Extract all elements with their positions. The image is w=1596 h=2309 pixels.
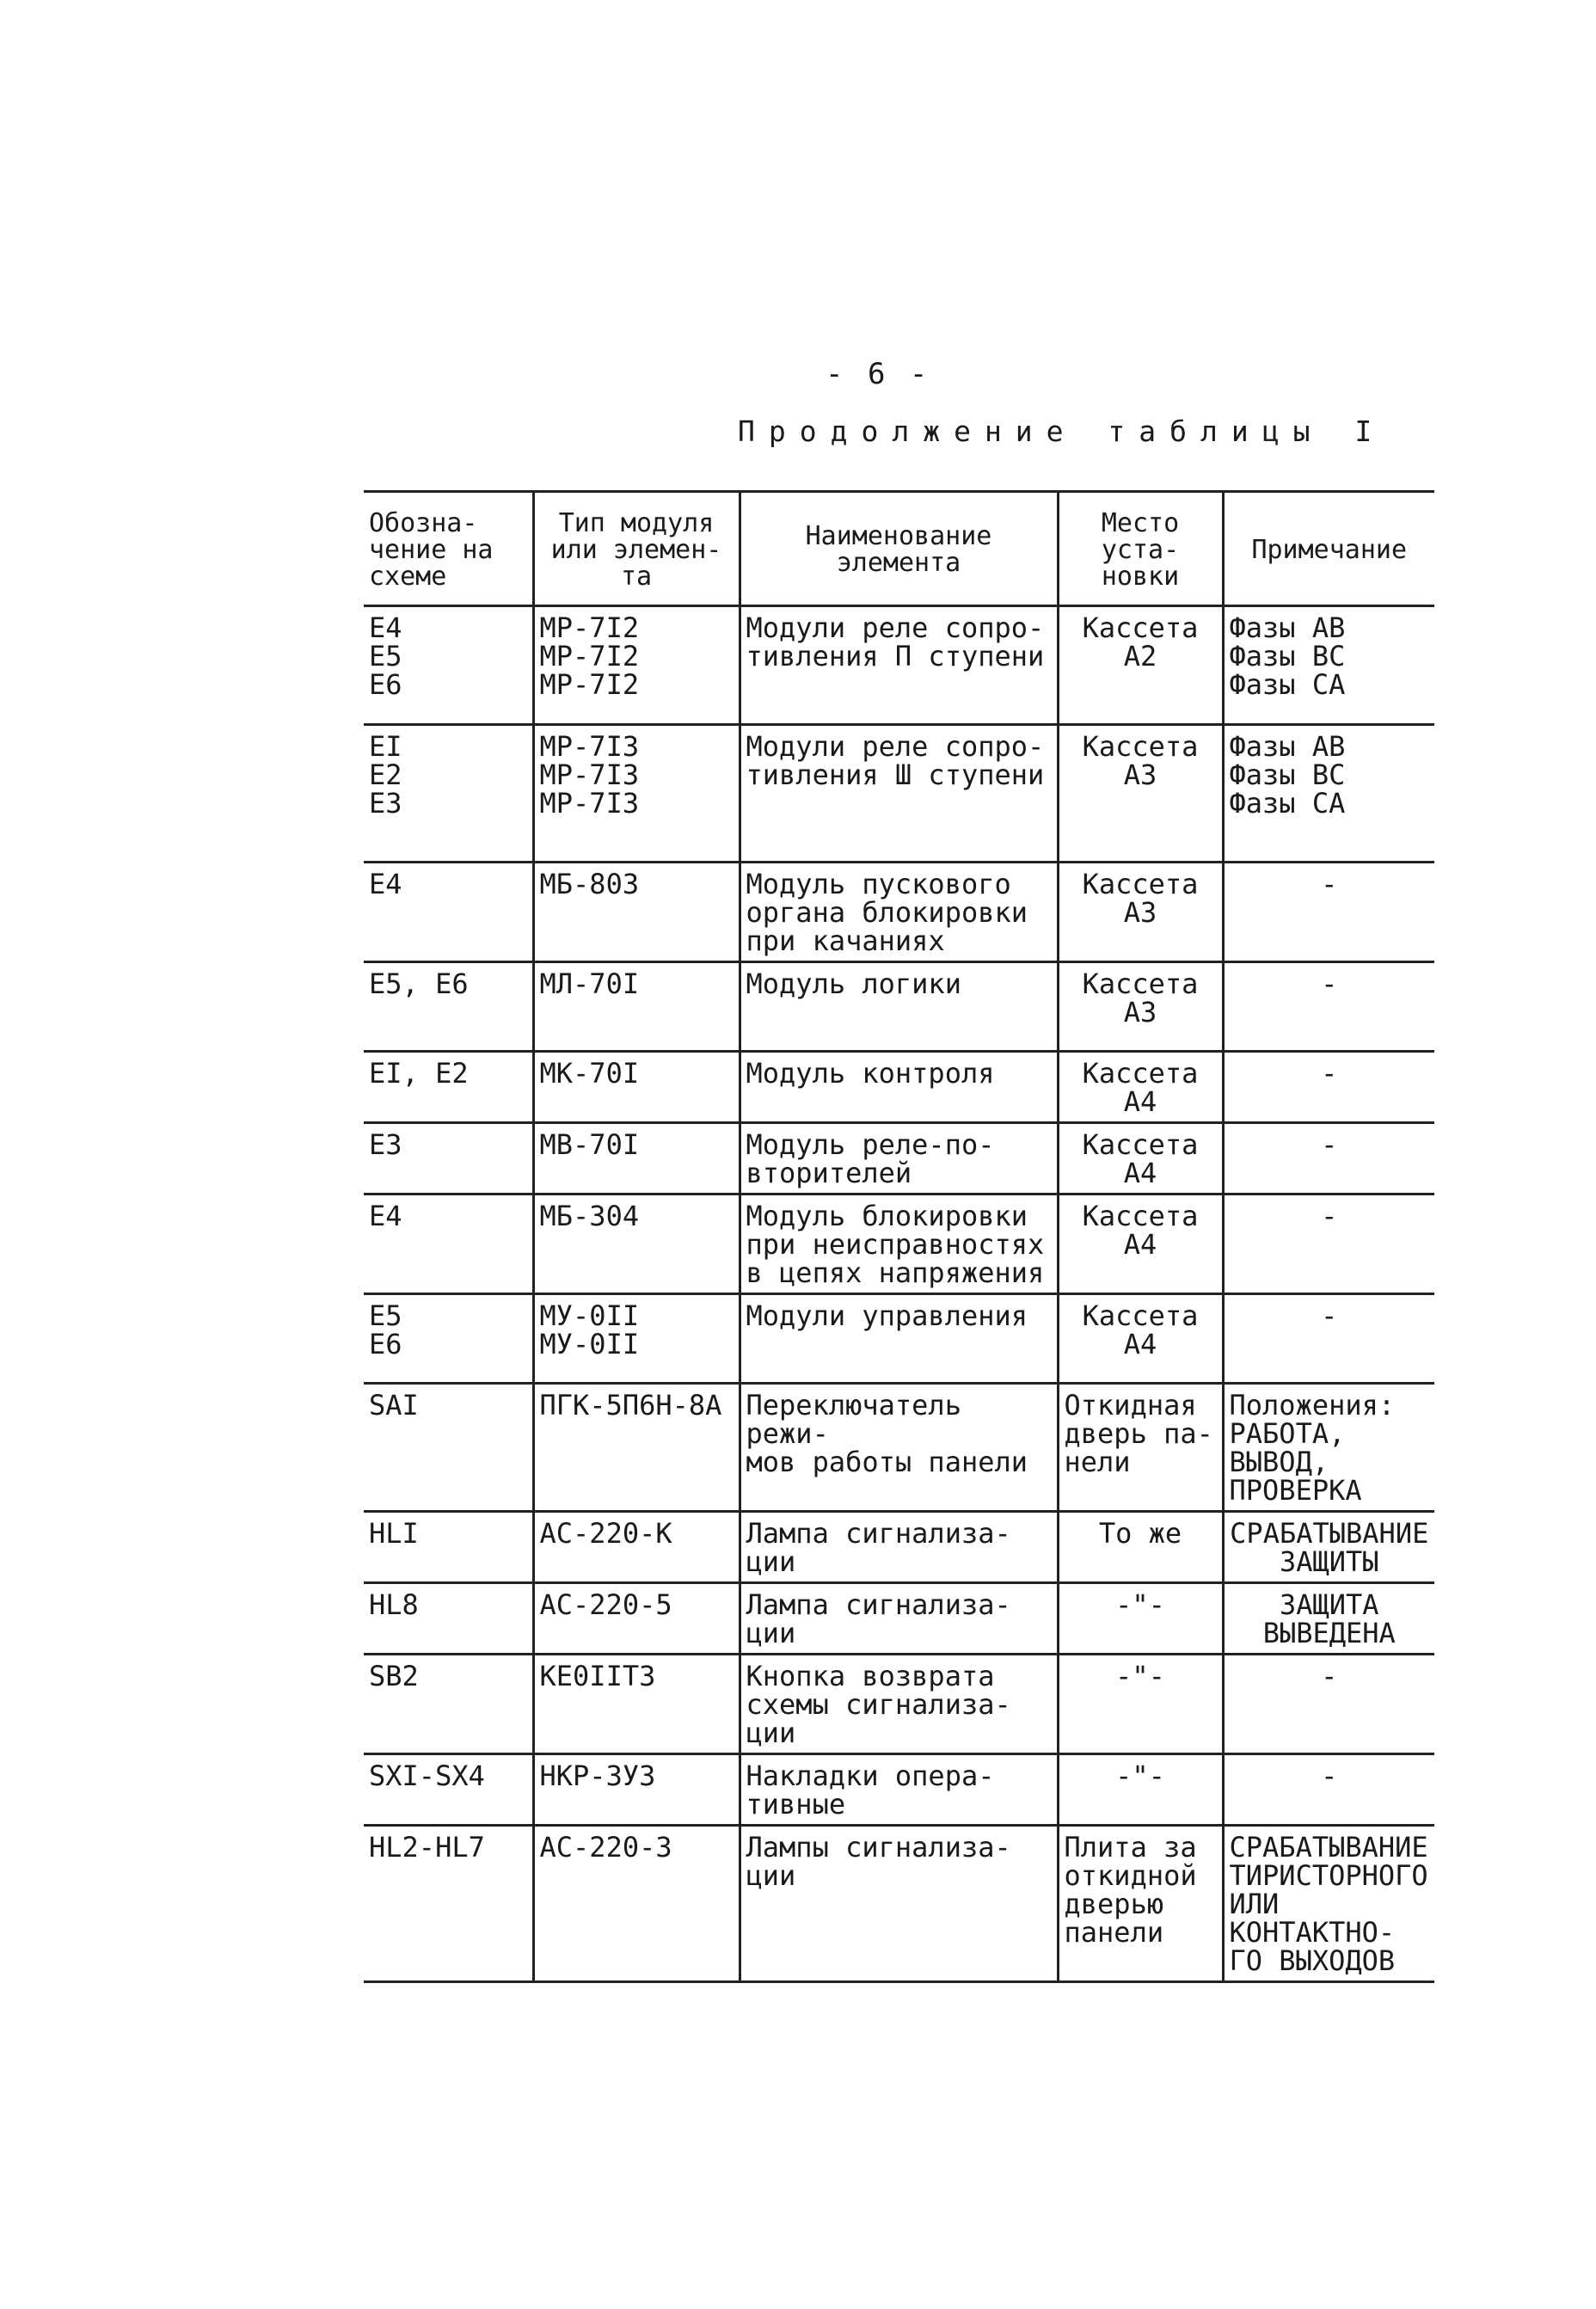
cell-place: Кассета A4: [1058, 1123, 1223, 1194]
cell-place: Кассета A3: [1058, 863, 1223, 962]
cell-name: Лампа сигнализа- ции: [740, 1583, 1058, 1655]
cell-designation: EI E2 E3: [364, 725, 533, 863]
cell-type: МР-7I2 МР-7I2 МР-7I2: [533, 606, 740, 725]
cell-name: Модули управления: [740, 1294, 1058, 1384]
cell-type: МЛ-70I: [533, 962, 740, 1052]
table-row: [364, 1384, 1434, 1512]
cell-designation: HL8: [364, 1583, 533, 1655]
cell-designation: SXI-SX4: [364, 1754, 533, 1826]
table-row: [364, 1826, 1434, 1982]
cell-place: Кассета A4: [1058, 1194, 1223, 1294]
table-row: [364, 1052, 1434, 1123]
cell-designation: E5, E6: [364, 962, 533, 1052]
table-row: [364, 725, 1434, 863]
table-row: [364, 606, 1434, 725]
cell-place: -"-: [1058, 1655, 1223, 1754]
cell-note: ЗАЩИТА ВЫВЕДЕНА: [1223, 1583, 1434, 1655]
table-row: [364, 1294, 1434, 1384]
table-row: [364, 1123, 1434, 1194]
cell-type: МК-70I: [533, 1052, 740, 1123]
cell-type: AC-220-5: [533, 1583, 740, 1655]
cell-note: Положения: РАБОТА, ВЫВОД, ПРОВЕРКА: [1223, 1384, 1434, 1512]
cell-note: -: [1223, 863, 1434, 962]
cell-type: МВ-70I: [533, 1123, 740, 1194]
cell-place: Откидная дверь па- нели: [1058, 1384, 1223, 1512]
header-type: Тип модуля или элемен- та: [533, 492, 740, 606]
cell-note: Фазы AB Фазы BC Фазы CA: [1223, 606, 1434, 725]
cell-type: AC-220-K: [533, 1512, 740, 1583]
cell-place: То же: [1058, 1512, 1223, 1583]
cell-note: -: [1223, 1294, 1434, 1384]
cell-type: МУ-0II МУ-0II: [533, 1294, 740, 1384]
cell-designation: HLI: [364, 1512, 533, 1583]
table-row: [364, 1194, 1434, 1294]
cell-note: Фазы AB Фазы BC Фазы CA: [1223, 725, 1434, 863]
cell-place: -"-: [1058, 1754, 1223, 1826]
table-body: [364, 606, 1434, 1982]
cell-name: Переключатель режи- мов работы панели: [740, 1384, 1058, 1512]
cell-place: Плита за откидной дверью панели: [1058, 1826, 1223, 1982]
cell-note: -: [1223, 1194, 1434, 1294]
cell-name: Модуль контроля: [740, 1052, 1058, 1123]
cell-name: Модули реле сопро- тивления П ступени: [740, 606, 1058, 725]
cell-type: МБ-803: [533, 863, 740, 962]
cell-name: Лампа сигнализа- ции: [740, 1512, 1058, 1583]
cell-type: ПГК-5П6Н-8А: [533, 1384, 740, 1512]
cell-name: Модули реле сопро- тивления Ш ступени: [740, 725, 1058, 863]
table-row: [364, 1583, 1434, 1655]
cell-designation: SB2: [364, 1655, 533, 1754]
cell-note: СРАБАТЫВАНИЕ ТИРИСТОРНОГО ИЛИ КОНТАКТНО- ГО ВЫХОДОВ: [1223, 1826, 1434, 1982]
header-place: Место уста- новки: [1058, 492, 1223, 606]
cell-designation: HL2-HL7: [364, 1826, 533, 1982]
cell-type: НКР-3У3: [533, 1754, 740, 1826]
cell-place: Кассета A4: [1058, 1294, 1223, 1384]
cell-designation: E4: [364, 863, 533, 962]
cell-place: -"-: [1058, 1583, 1223, 1655]
cell-designation: EI, E2: [364, 1052, 533, 1123]
table-header-row: [364, 492, 1434, 606]
cell-type: МБ-304: [533, 1194, 740, 1294]
cell-name: Модуль логики: [740, 962, 1058, 1052]
cell-name: Кнопка возврата схемы сигнализа- ции: [740, 1655, 1058, 1754]
cell-designation: E3: [364, 1123, 533, 1194]
cell-name: Накладки опера- тивные: [740, 1754, 1058, 1826]
components-table: [364, 490, 1434, 1983]
cell-note: -: [1223, 1123, 1434, 1194]
table-row: [364, 863, 1434, 962]
table-caption: Продолжение таблицы I: [738, 415, 1386, 448]
cell-designation: E4: [364, 1194, 533, 1294]
cell-note: СРАБАТЫВАНИЕ ЗАЩИТЫ: [1223, 1512, 1434, 1583]
cell-place: Кассета A3: [1058, 725, 1223, 863]
header-note: Примечание: [1223, 492, 1434, 606]
cell-place: Кассета A3: [1058, 962, 1223, 1052]
cell-name: Лампы сигнализа- ции: [740, 1826, 1058, 1982]
header-name: Наименование элемента: [740, 492, 1058, 606]
cell-name: Модуль блокировки при неисправностях в цепях напряжения: [740, 1194, 1058, 1294]
table-row: [364, 1512, 1434, 1583]
cell-note: -: [1223, 1754, 1434, 1826]
cell-note: -: [1223, 962, 1434, 1052]
cell-type: КЕ0IIТ3: [533, 1655, 740, 1754]
table-row: [364, 1655, 1434, 1754]
cell-designation: E5 E6: [364, 1294, 533, 1384]
header-designation: Обозна- чение на схеме: [364, 492, 533, 606]
cell-type: МР-7I3 МР-7I3 МР-7I3: [533, 725, 740, 863]
cell-place: Кассета A4: [1058, 1052, 1223, 1123]
cell-note: -: [1223, 1655, 1434, 1754]
table-row: [364, 962, 1434, 1052]
cell-type: AC-220-3: [533, 1826, 740, 1982]
cell-designation: SAI: [364, 1384, 533, 1512]
cell-place: Кассета A2: [1058, 606, 1223, 725]
cell-note: -: [1223, 1052, 1434, 1123]
cell-name: Модуль пускового органа блокировки при качаниях: [740, 863, 1058, 962]
page-number: - 6 -: [826, 357, 931, 391]
table-row: [364, 1754, 1434, 1826]
cell-designation: E4 E5 E6: [364, 606, 533, 725]
cell-name: Модуль реле-по- вторителей: [740, 1123, 1058, 1194]
